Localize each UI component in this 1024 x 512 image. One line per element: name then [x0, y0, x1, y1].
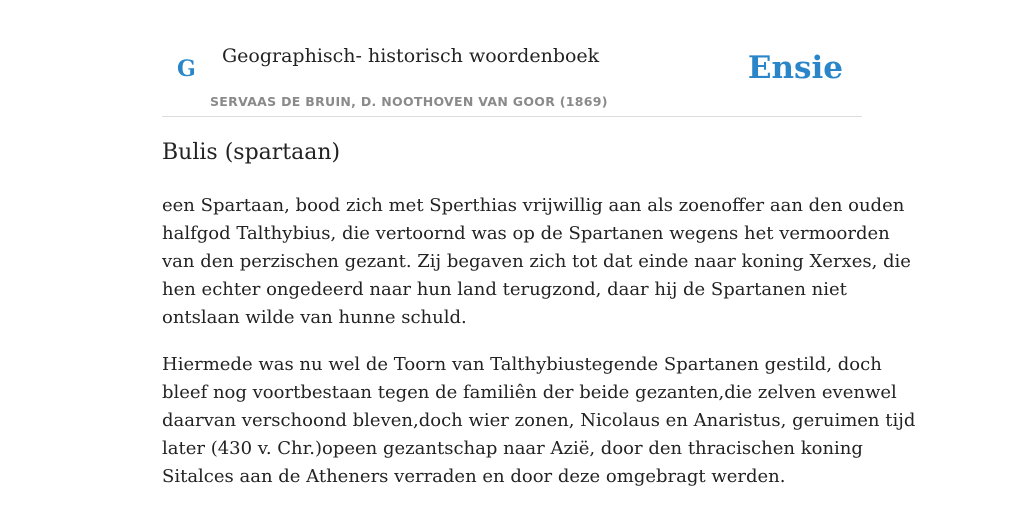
text-line: daarvan verschoond bleven,doch wier zonen, Nicolaus en Anaristus, geruimen tijd — [162, 410, 916, 431]
text-line: halfgod Talthybius, die vertoornd was op de Spartanen wegens het vermoorden — [162, 223, 890, 244]
entry-title: Bulis (spartaan) — [162, 140, 341, 165]
entry-paragraph — [162, 351, 916, 491]
text-line: Hiermede was nu wel de Toorn van Talthybiustegende Spartanen gestild, doch — [162, 354, 882, 375]
dictionary-title-link[interactable]: Geographisch- historisch woordenboek — [222, 45, 600, 67]
text-line: van den perzischen gezant. Zij begaven zich tot dat einde naar koning Xerxes, die — [162, 251, 911, 272]
text-line: ontslaan wilde van hunne schuld. — [162, 307, 467, 328]
text-line: Sitalces aan de Atheners verraden en door deze omgebragt werden. — [162, 466, 786, 487]
letter-index-link[interactable]: G — [177, 56, 196, 82]
text-line: later (430 v. Chr.)opeen gezantschap naar Azië, door den thracischen koning — [162, 438, 863, 459]
text-line: bleef nog voortbestaan tegen de familiên der beide gezanten,die zelven evenwel — [162, 382, 897, 403]
dictionary-author: SERVAAS DE BRUIN, D. NOOTHOVEN VAN GOOR (1869) — [210, 94, 608, 109]
ensie-logo-link[interactable]: Ensie — [747, 50, 843, 86]
entry-body — [162, 192, 916, 510]
text-line: hen echter ongedeerd naar hun land terugzond, daar hij de Spartanen niet — [162, 279, 847, 300]
entry-paragraph — [162, 192, 911, 332]
text-line: een Spartaan, bood zich met Sperthias vrijwillig aan als zoenoffer aan den ouden — [162, 195, 905, 216]
dictionary-header — [162, 0, 862, 117]
